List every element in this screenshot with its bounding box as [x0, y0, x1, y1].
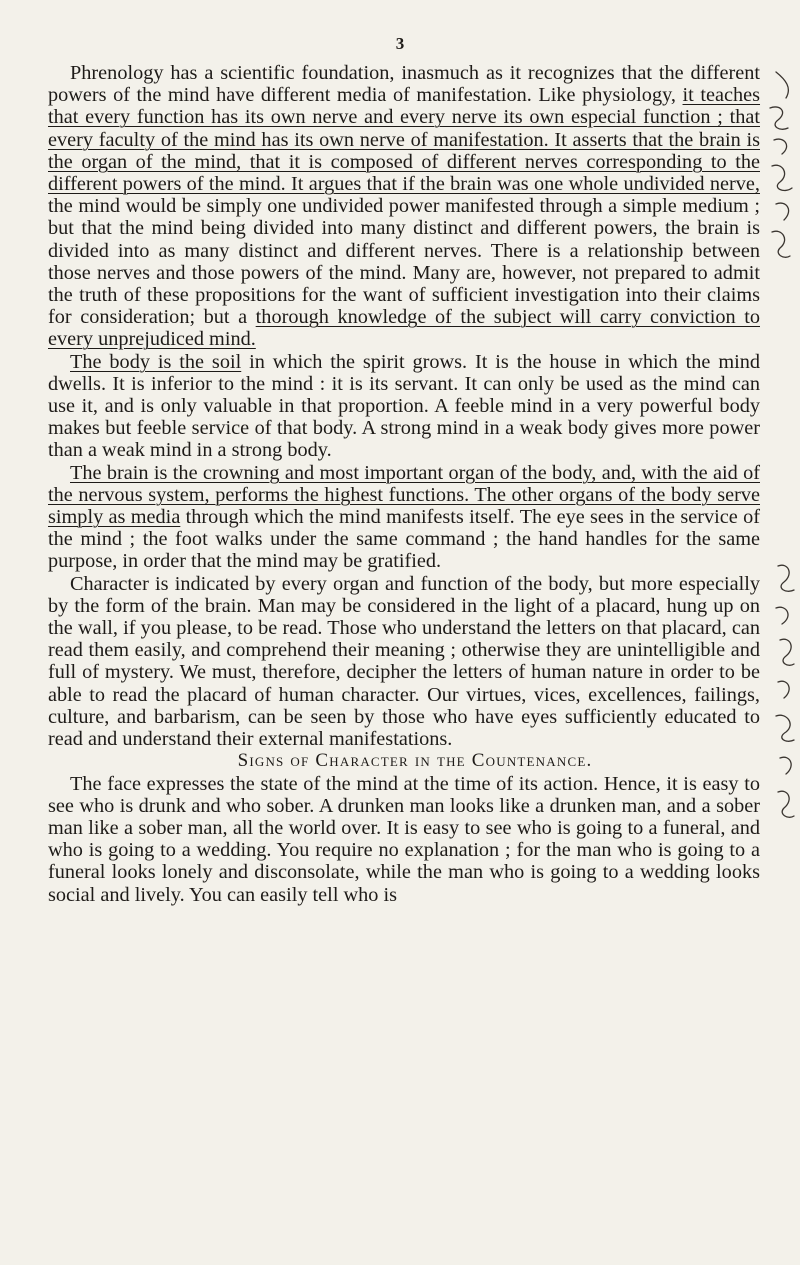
- underlined-passage: thorough knowledge of the subject will carry conviction to every unprejudiced mind.: [48, 306, 760, 351]
- paragraph-phrenology: [48, 62, 760, 351]
- paragraph-character: [48, 573, 760, 751]
- margin-scribble-middle: [770, 560, 800, 840]
- underlined-passage: The brain is the crowning and most important organ of the body, and, with the aid of the nervous system, performs the highest functions. The other organs of the body serve simply as media: [48, 461, 760, 529]
- paragraph-body: [48, 351, 760, 462]
- paragraph-text: Phrenology has a scientific foundation, inasmuch as it recognizes that the different powers of the mind have different media of manifestation. Like physiology,: [48, 62, 760, 107]
- paragraph-text: Character is indicated by every organ and function of the body, but more especially by the form of the brain. Man may be considered in the light of a placard, hung up on the wall, if you please, to be read. Those who understand the letters on that placard, can read them easily, and comprehend their meaning ; otherwise they are unintelligible and full of mystery. We must, therefore, decipher the letters of human nature in order to be able to read the placard of human character. Our virtues, vices, excellences, failings, culture, and barbarism, can be seen by those who have eyes sufficiently educated to read and understand their external manifestations.: [48, 572, 760, 751]
- margin-scribble-top: [766, 70, 800, 270]
- paragraph-text: the mind would be simply one undivided power manifested through a simple medium ; but that the mind being divided into many distinct and different powers, the brain is divided into as many distinct and different nerves. There is a relationship between those nerves and those powers of the mind. Many are, however, not prepared to admit the truth of these propositions for the want of sufficient investigation into their claims for consideration; but a: [48, 195, 760, 329]
- paragraph-countenance: The face expresses the state of the mind at the time of its action. Hence, it is easy to see who is drunk and who sober. A drunken man looks like a drunken man, and a sober man like a sober man, all the world over. It is easy to see who is going to a funeral, and who is going to a wedding. You require no explanation ; for the man who is going to a funeral looks lonely and disconsolate, while the man who is going to a wedding looks social and lively. You can easily tell who is: [48, 772, 760, 906]
- underlined-passage: The body is the soil: [70, 350, 242, 373]
- paragraph-text: through which the mind manifests itself. The eye sees in the service of the mind ; the foot walks under the same command ; the hand handles for the same purpose, in order that the mind may be gratified.: [48, 506, 760, 573]
- underlined-passage: it teaches that every function has its own nerve and every nerve its own especial function ; that every faculty of the mind has its own nerve of manifestation. It asserts that the brain is the organ of the mind, that it is composed of different nerves corresponding to the different powers of the mind. It argues that if the brain was one whole undivided nerve,: [48, 84, 761, 196]
- body-text: [48, 62, 760, 906]
- paragraph-text: in which the spirit grows. It is the house in which the mind dwells. It is inferior to the mind : it is its servant. It can only be used as the mind can use it, and is only valuable in that proportion. A feeble mind in a very powerful body makes but feeble service of that body. A strong mind in a weak body gives more power than a weak mind in a strong body.: [48, 350, 761, 462]
- paragraph-brain: [48, 462, 760, 573]
- page-number: 3: [395, 34, 405, 53]
- section-heading: Signs of Character in the Countenance.: [237, 750, 593, 772]
